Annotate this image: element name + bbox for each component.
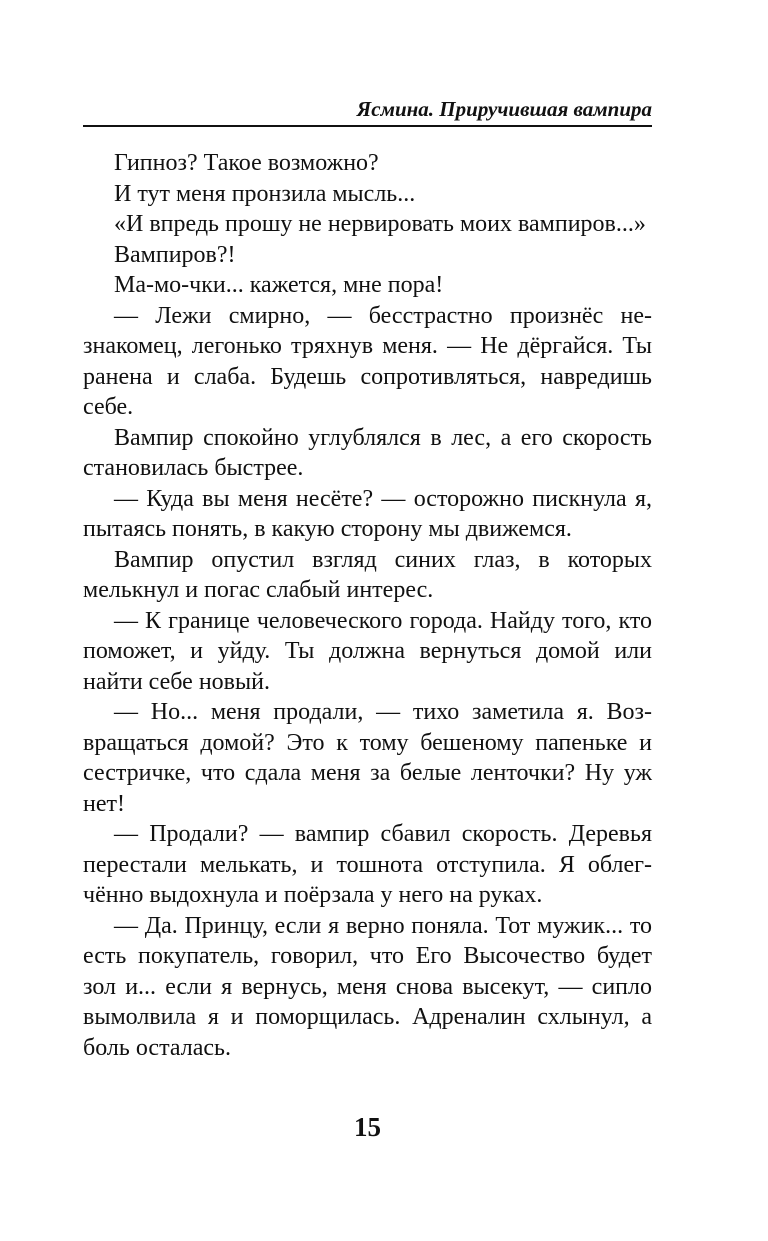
paragraph: «И впредь прошу не нервировать моих вампиров...» xyxy=(114,211,646,237)
paragraph: — К границе человеческого города. Найду того, кто поможет, и уйду. Ты должна вернуться домой или найти себе новый. xyxy=(83,607,652,695)
header-rule xyxy=(83,125,652,127)
paragraph: — Но... меня продали, — тихо заметила я. Возвращаться домой? Это к тому бешеному папеньке и сестричке, что сдала меня за белые ленточки? Ну уж нет! xyxy=(83,699,652,817)
page-number: 15 xyxy=(354,1112,381,1142)
paragraph: — Куда вы меня несёте? — осторожно пискнула я, пытаясь понять, в какую сторону мы движемся. xyxy=(83,485,652,542)
paragraph: — Продали? — вампир сбавил скорость. Деревья перестали мелькать, и тошнота отступила. Я облегчённо выдохнула и поёрзала у него на руках. xyxy=(83,821,652,908)
paragraph: И тут меня пронзила мысль... xyxy=(114,180,416,207)
paragraph: Вампир спокойно углублялся в лес, а его скорость становилась быстрее. xyxy=(83,424,652,481)
paragraph: Вампир опустил взгляд синих глаз, в которых мелькнул и погас слабый интерес. xyxy=(83,546,652,603)
paragraph: — Лежи смирно, — бесстрастно произнёс незнакомец, легонько тряхнув меня. — Не дёргайся. Ты ранена и слаба. Будешь сопротивляться, навредишь себе. xyxy=(83,302,652,420)
paragraph: Вампиров?! xyxy=(114,241,236,268)
paragraph: Гипноз? Такое возможно? xyxy=(114,150,379,176)
paragraph: Ма-мо-чки... кажется, мне пора! xyxy=(114,272,444,298)
body-text xyxy=(83,148,652,1063)
paragraph: — Да. Принцу, если я верно поняла. Тот мужик... то есть покупатель, говорил, что Его Высочество будет зол и... если я вернусь, меня снова высекут, — сипло вымолвила я и поморщилась. Адреналин схлынул, а боль осталась. xyxy=(83,912,652,1061)
running-head: Ясмина. Приручившая вампира xyxy=(356,97,652,121)
